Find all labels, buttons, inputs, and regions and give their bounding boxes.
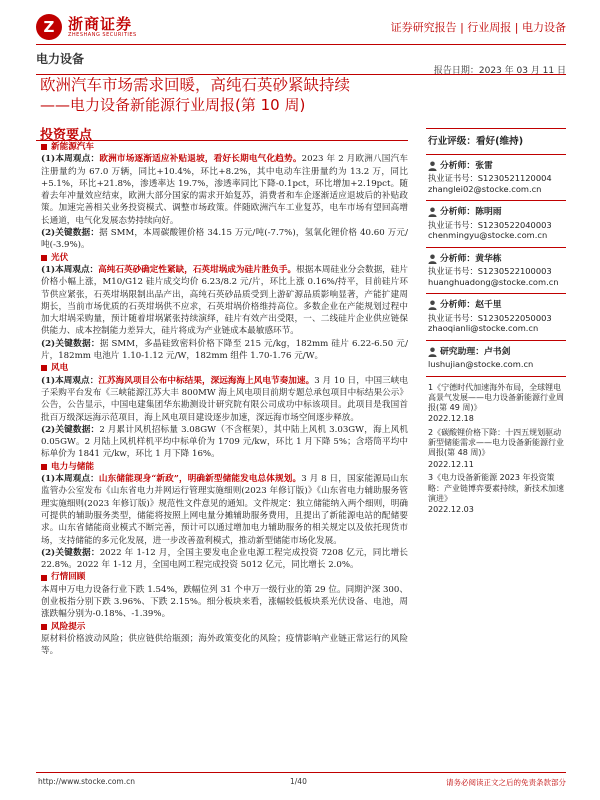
logo-mark: Z (36, 14, 62, 40)
bullet-square-icon (41, 624, 47, 630)
analyst-block (426, 201, 566, 248)
section-wind-heading: 风电 (41, 362, 408, 374)
sidebar (426, 128, 566, 525)
report-tags: 证券研究报告 | 行业周报 | 电力设备 (390, 21, 566, 34)
analyst-email[interactable]: zhanglei02@stocke.com.cn (428, 183, 542, 194)
related-report-date: 2022.12.18 (428, 414, 474, 424)
report-title: 欧洲汽车市场需求回暖，高纯石英砂紧缺持续 (40, 76, 351, 94)
footer-website-link[interactable]: http://www.stocke.com.cn (38, 777, 135, 786)
footer-disclaimer: 请务必阅读正文之后的免责条款部分 (446, 778, 566, 787)
research-assistant-block (426, 341, 566, 377)
section-ev-view: (1)本周观点：欧洲市场逐渐适应补贴退坡，看好长期电气化趋势。2023 年 2 月欧洲八国汽车注册量约为 67.0 万辆，同比+10.4%，环比+8.2%，其中电动车注册量约为 13.2 万，同比+5.1%，环比+21.8%，渗透率达 19.7%，渗透率同比下降-0.1pct，环比增加+2.19pct。随着去年冲量效应结束，欧洲大部分国家的需求开始复苏，消费者和车企逐渐适应退坡后的补贴政策。加速完善相关业务投资模式、调整市场政策。伴随欧洲汽车工业复苏，电车市场有望回高增长通道，电气化发展态势持续向好。 (41, 154, 408, 226)
page-number: 1/40 (290, 777, 307, 786)
analyst-name: 分析师：赵千里 (440, 300, 502, 310)
section-wind-data: (2)关键数据：2 月累计风机招标量 3.08GW（不含框架），其中陆上风机 3.03GW，海上风机 0.05GW。2 月陆上风机样机平均中标单价为 1709 元/kw，环比 1 月下降 5%；含塔筒平均中标单价为 1841 元/kw，环比 1 月下降 16%。 (41, 424, 408, 460)
section-storage-heading: 电力与储能 (41, 461, 408, 473)
assistant-email[interactable]: lushujian@stocke.com.cn (428, 359, 534, 369)
analyst-email[interactable]: zhaoqianli@stocke.com.cn (428, 323, 539, 333)
analyst-email[interactable]: huanghuadong@stocke.com.cn (428, 276, 559, 287)
industry-rating: 行业评级：看好(维持) (426, 128, 566, 155)
section-risk-text: 原材料价格波动风险；供应链供给瓶颈；海外政策变化的风险；疫情影响产业链正常运行的风险等。 (41, 633, 408, 657)
section-storage-view: (1)本周观点：山东储能现身“新政”，明确新型储能发电总体规划。3 月 8 日，国家能源局山东监管办公室发布《山东省电力并网运行管理实施细则(2023 年修订版)》《山东省电力辅助服务管理实施细则(2023 年修订版)》规范性文件意见的通知。文件规定：独立储能纳入两个细则，明确可提供的辅助服务类型，储能将按照上网电量分摊辅助服务费用，且提出了新能源电站的配储要求。山东省储能商业模式不断完善，预计可以通过增加电力辅助服务的相关规定以及依托现货市场，支持储能的多元化发展，进一步改善盈利模式，推动新型储能市场化发展。 (41, 474, 408, 546)
related-report-date: 2022.12.03 (428, 505, 474, 515)
section-risk-heading: 风险提示 (41, 621, 408, 633)
company-logo (36, 12, 137, 42)
section-storage-data: (2)关键数据：2022 年 1-12 月，全国主要发电企业电源工程完成投资 7208 亿元，同比增长 22.8%。2022 年 1-12 月，全国电网工程完成投资 5012 亿元，同比增长 2.0%。 (41, 547, 408, 571)
analyst-email[interactable]: chenmingyu@stocke.com.cn (428, 230, 548, 240)
related-report-link[interactable]: 2《碳酸锂价格下降：十四五规划驱动新型储能需求——电力设备新能源行业周报(第 48 周)》 (428, 427, 564, 458)
section-pv-heading: 光伏 (41, 252, 408, 264)
related-report-link[interactable]: 3《电力设备新能源 2023 年投资策略：产业链博弈要素持续，新技术加速演进》 (428, 473, 564, 503)
analyst-block (426, 155, 566, 202)
analyst-cert: 执业证书号：S1230522100003 (428, 266, 552, 276)
analyst-cert: 执业证书号：S1230522050003 (428, 312, 552, 323)
analyst-name: 分析师：陈明雨 (440, 207, 502, 217)
bullet-square-icon (41, 365, 47, 371)
analyst-cert: 执业证书号：S1230521120004 (428, 173, 552, 183)
person-icon (428, 347, 437, 357)
footer-divider (36, 772, 566, 773)
section-ev-heading: 新能源汽车 (41, 141, 408, 153)
main-content (41, 141, 408, 657)
person-icon (428, 300, 437, 310)
analyst-block (426, 294, 566, 341)
section-wind-view: (1)本周观点：江苏海风项目公布中标结果，深远海海上风电节奏加速。3 月 10 日，中国三峡电子采购平台发布《三峡能源江苏大丰 800MW 海上风电项目前期专题总承包项目中标结果公示》公告，公告显示，中国电建集团华东勘测设计研究院有限公司成功中标该项目。此项目是我国首批百万级深远海示范项目，海上风电项目建设逐步加速，深远海市场空间逐步释放。 (41, 375, 408, 423)
bullet-square-icon (41, 575, 47, 581)
related-report-date: 2022.12.11 (428, 459, 474, 469)
header-divider (36, 44, 566, 45)
section-pv-data: (2)关键数据：据 SMM，多晶硅致密料价格下降至 215 元/kg，182mm 硅片 6.22-6.50 元/片，182mm 电池片 1.10-1.12 元/W，182mm 组件 1.70-1.76 元/W。 (41, 338, 408, 362)
analyst-name: 分析师：张雷 (440, 160, 493, 171)
logo-chinese-name: 浙商证券 (68, 15, 133, 33)
date-divider (36, 74, 566, 75)
related-report-link[interactable]: 1《宁德时代加速海外布局，全球锂电高景气发展——电力设备新能源行业周报(第 49 周)》 (428, 382, 564, 413)
section-market-review-heading: 行情回顾 (41, 571, 408, 583)
analyst-name: 分析师：黄华栋 (440, 253, 502, 264)
person-icon (428, 161, 437, 171)
bullet-square-icon (41, 464, 47, 470)
section-pv-view: (1)本周观点：高纯石英砂确定性紧缺，石英坩埚成为硅片胜负手。根据本周硅业分会数据，硅片价格小幅上涨，M10/G12 硅片成交均价 6.23/8.2 元/片，环比上涨 0.16%/持平，目前硅片环节供应紧张，石英坩埚限制出品产出，高纯石英砂品质受到上游矿源品质影响显著，产能扩建周期长，当前市场优质的石英坩埚供不应求，石英坩埚价格维持高位。多数企业在产能规划过程中加大坩埚采购量，预计随着坩埚紧张持续演绎，硅片有效产出受限，一、二线硅片企业供应链保供能力、成本控制能力差异大，硅片将成为产业链成本最敏感环节。 (41, 264, 408, 337)
report-subtitle: ——电力设备新能源行业周报(第 10 周) (40, 96, 306, 114)
section-ev-data: (2)关键数据：据 SMM，本周碳酸锂价格 34.15 万元/吨(-7.7%)，氢氧化锂价格 40.60 万元/吨(-3.9%)。 (41, 228, 408, 251)
assistant-name: 研究助理：卢书剑 (440, 346, 511, 357)
person-icon (428, 254, 437, 264)
section-heading-investment-points: 投资要点 (40, 128, 93, 143)
report-date: 报告日期：2023 年 03 月 11 日 (433, 66, 566, 76)
related-reports (426, 377, 566, 525)
logo-english-name: ZHESHANG SECURITIES (68, 32, 137, 38)
section-market-review-text: 本周申万电力设备行业下跌 1.54%，跌幅位列 31 个申万一级行业的第 29 位。同期沪深 300、创业板指分别下跌 3.96%、下跌 2.15%。细分板块来看，涨幅较低板块系光伏设备、电池，周涨跌幅分别为-0.18%、-1.39%。 (41, 584, 408, 620)
bullet-square-icon (41, 255, 47, 261)
sector-label: 电力设备 (36, 52, 85, 66)
analyst-block (426, 248, 566, 295)
bullet-square-icon (41, 144, 47, 150)
person-icon (428, 207, 437, 217)
analyst-cert: 执业证书号：S1230522040003 (428, 219, 552, 230)
